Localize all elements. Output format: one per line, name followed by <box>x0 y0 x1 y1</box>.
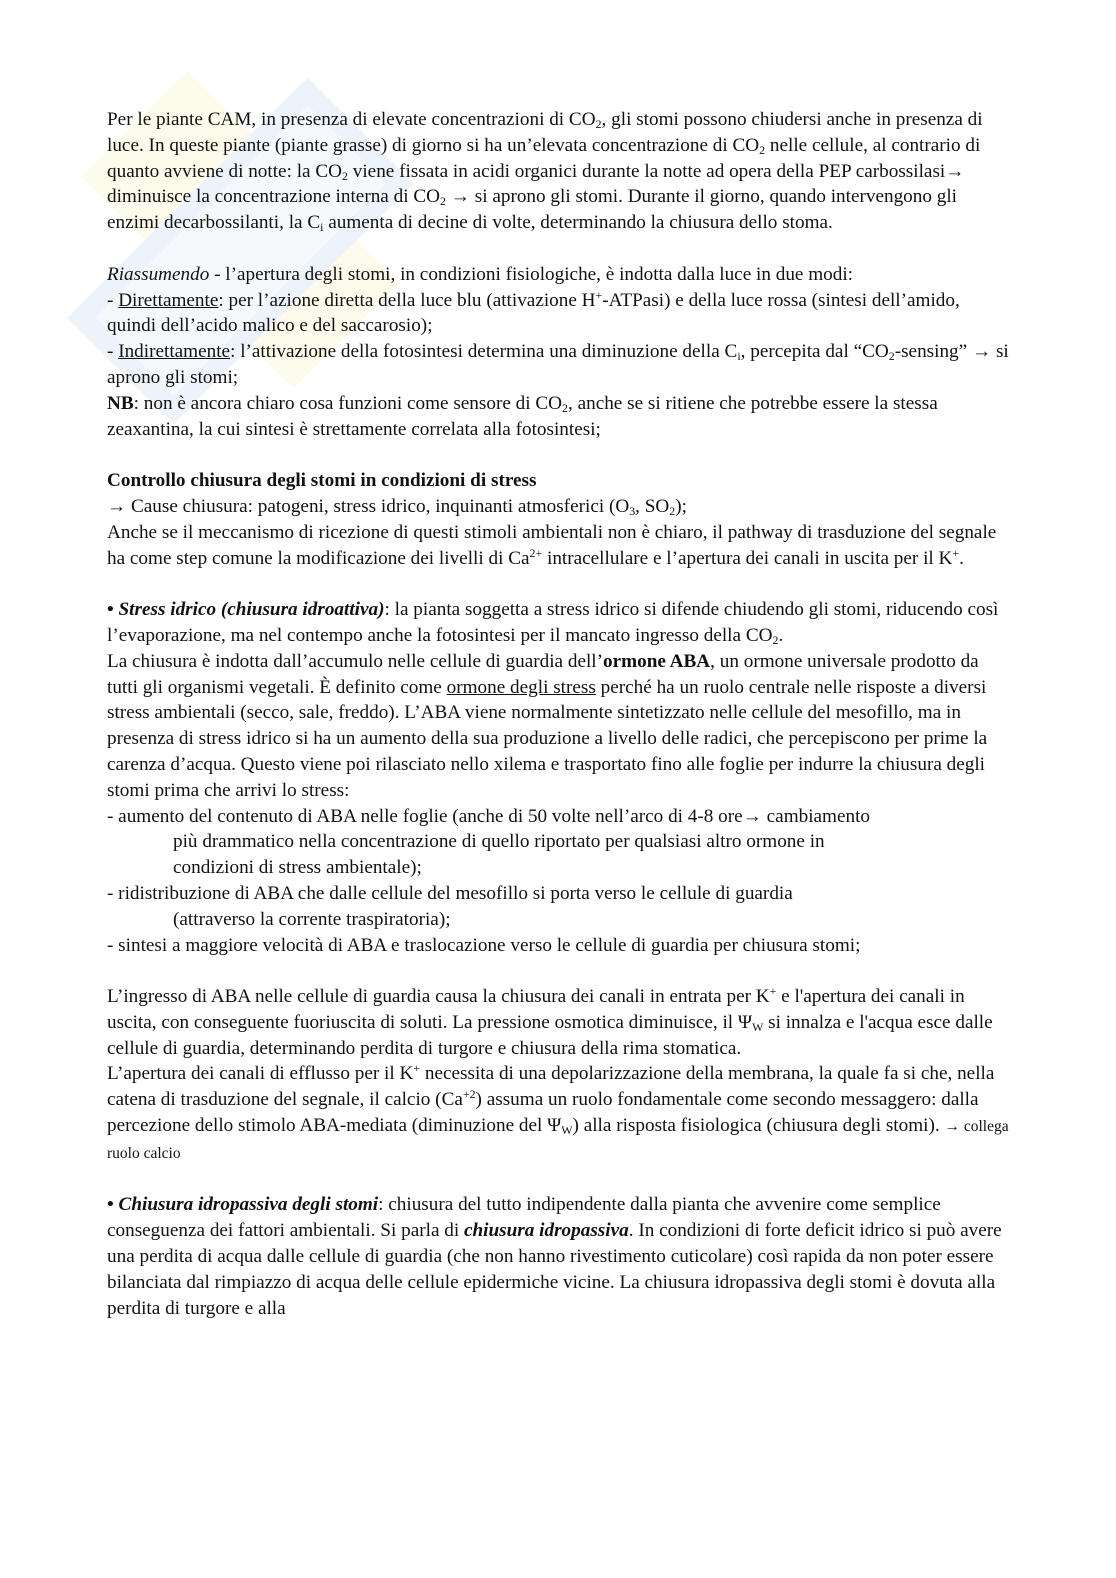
paragraph-riassumendo: Riassumendo - l’apertura degli stomi, in condizioni fisiologiche, è indotta dalla luce in due modi: <box>107 263 854 285</box>
arrow-icon: → <box>450 186 470 208</box>
paragraph-idropassiva: • Chiusura idropassiva degli stomi: chiusura del tutto indipendente dalla pianta che avvenire come semplice conseguenza dei fattori ambientali. Si parla di chiusura idropassiva. In condizioni di forte deficit idrico si può avere una perdita di acqua dalle cellule di guardia (che non hanno rivestimento cuticolare) così rapida da non poter essere bilanciata dal rimpiazzo di acqua delle cellule epidermiche vicine. La chiusura idropassiva degli stomi è dovuta alla perdita di turgore e alla <box>107 1194 1002 1319</box>
arrow-icon: → <box>107 495 127 517</box>
list-item-continued: più drammatico nella concentrazione di quello riportato per qualsiasi altro ormone in <box>173 831 825 853</box>
paragraph-stress-idrico: • Stress idrico (chiusura idroattiva): la pianta soggetta a stress idrico si difende chiudendo gli stomi, riducendo così l’evaporazione, ma nel contempo anche la fotosintesi per il mancato ingresso della $CO_2$. <box>107 599 999 647</box>
list-item: - ridistribuzione di ABA che dalle cellule del mesofillo si porta verso le cellule di guardia <box>107 882 793 904</box>
arrow-icon: → <box>945 160 965 182</box>
list-item-direttamente: - Direttamente: per l’azione diretta della luce blu (attivazione H+-ATPasi) e della luce rossa (sintesi dell’amido, quindi dell’acido malico e del saccarosio); <box>107 287 960 337</box>
section-heading: Controllo chiusura degli stomi in condizioni di stress <box>107 470 537 492</box>
paragraph-aba: La chiusura è indotta dall’accumulo nelle cellule di guardia dell’ormone ABA, un ormone universale prodotto da tutti gli organismi vegetali. È definito come ormone degli stress perché ha un ruolo centrale nelle risposte a diversi stress ambientali (secco, sale, freddo). L’ABA viene normalmente sintetizzato nelle cellule del mesofillo, ma in presenza di stress idrico si ha un aumento della sua produzione a livello delle radici, che percepiscono per prime la carenza d’acqua. Questo viene poi rilasciato nello xilema e trasportato fino alle foglie per indurre la chiusura degli stomi prima che arrivi lo stress: <box>107 650 988 801</box>
paragraph-ingresso-aba: L’ingresso di ABA nelle cellule di guardia causa la chiusura dei canali in entrata per K+ e l'apertura dei canali in uscita, con conseguente fuoriuscita di soluti. La pressione osmotica diminuisce, il $\Psi_W$ si innalza e l'acqua esce dalle cellule di guardia, determinando perdita di turgore e chiusura della rima stomatica. <box>107 983 993 1059</box>
paragraph-cause: → Cause chiusura: patogeni, stress idrico, inquinanti atmosferici ($O_3$, $SO_2$); <box>107 495 687 518</box>
note-text: → collega ruolo calcio <box>107 1118 1009 1162</box>
document-page <box>107 107 1012 1321</box>
list-item: - sintesi a maggiore velocità di ABA e traslocazione verso le cellule di guardia per chiusura stomi; <box>107 934 861 956</box>
list-item: - aumento del contenuto di ABA nelle foglie (anche di 50 volte nell’arco di 4-8 ore→ cambiamento <box>107 805 871 827</box>
arrow-icon: → <box>742 805 762 827</box>
list-item-continued: (attraverso la corrente traspiratoria); <box>173 908 451 930</box>
bullet-icon: • <box>107 1194 114 1216</box>
bullet-icon: • <box>107 599 114 621</box>
paragraph-calcio: L’apertura dei canali di efflusso per il K+ necessita di una depolarizzazione della membrana, la quale fa si che, nella catena di trasduzione del segnale, il calcio $(Ca^{+2})$ assuma un ruolo fondamentale come secondo messaggero: dalla percezione dello stimolo ABA-mediata (diminuzione del $\Psi_W$) alla risposta fisiologica (chiusura degli stomi). → collega ruolo calcio <box>107 1061 1009 1162</box>
arrow-icon: → <box>971 341 992 363</box>
list-item-indirettamente: - Indirettamente: l’attivazione della fotosintesi determina una diminuzione della $C_i$, percepita dal “$CO_2$-sensing” → si aprono gli stomi; <box>107 341 1009 388</box>
paragraph-pathway: Anche se il meccanismo di ricezione di questi stimoli ambientali non è chiaro, il pathway di trasduzione del segnale ha come step comune la modificazione dei livelli di $Ca^{2+}$ intracellulare e l’apertura dei canali in uscita per il K+. <box>107 521 997 569</box>
list-item-continued: condizioni di stress ambientale); <box>173 857 422 879</box>
paragraph-cam: Per le piante CAM, in presenza di elevate concentrazioni di $CO_2$, gli stomi possono chiudersi anche in presenza di luce. In queste piante (piante grasse) di giorno si ha un’elevata concentrazione di $CO_2$ nelle cellule, al contrario di quanto avviene di notte: la $CO_2$ viene fissata in acidi organici durante la notte ad opera della PEP carbossilasi→ diminuisce la concentrazione interna di $CO_2$ → si aprono gli stomi. Durante il giorno, quando intervengono gli enzimi decarbossilanti, la $C_i$ aumenta di decine di volte, determinando la chiusura dello stoma. <box>107 109 983 235</box>
paragraph-nb: NB: non è ancora chiaro cosa funzioni come sensore di $CO_2$, anche se si ritiene che potrebbe essere la stessa zeaxantina, la cui sintesi è strettamente correlata alla fotosintesi; <box>107 392 938 440</box>
